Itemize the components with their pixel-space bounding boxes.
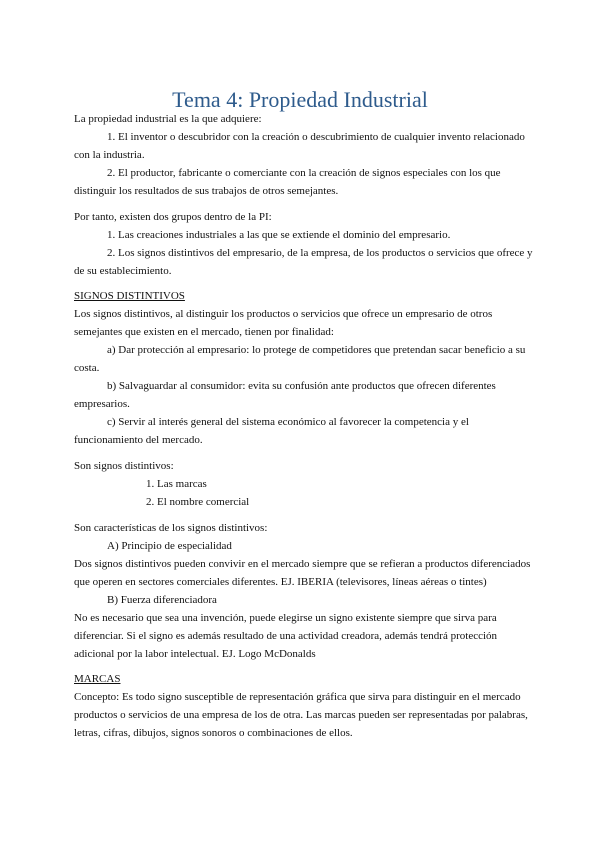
intro-item-2: 2. El productor, fabricante o comerciante con la creación de signos especiales con los que distinguir los resultados de sus trabajos de otros semejantes.	[74, 167, 501, 197]
intro-item-1: 1. El inventor o descubridor con la creación o descubrimiento de cualquier invento relacionado con la industria.	[74, 131, 525, 161]
caracteristica-b-label: B) Fuerza diferenciadora	[107, 594, 217, 606]
section-heading-signos: SIGNOS DISTINTIVOS	[74, 290, 185, 302]
groups-text: Por tanto, existen dos grupos dentro de la PI:	[74, 211, 272, 223]
intro-text: La propiedad industrial es la que adquiere:	[74, 113, 262, 125]
groups-item-2: 2. Los signos distintivos del empresario, de la empresa, de los productos o servicios que ofrece y de su establecimiento.	[74, 247, 533, 277]
caracteristica-a-label: A) Principio de especialidad	[107, 540, 232, 552]
caracteristicas-text: Son características de los signos distintivos:	[74, 522, 268, 534]
document-body	[74, 110, 534, 742]
signos-item-b: b) Salvaguardar al consumidor: evita su confusión ante productos que ofrecen diferentes empresarios.	[74, 380, 496, 410]
son-item-2: 2. El nombre comercial	[146, 496, 250, 508]
section-heading-marcas: MARCAS	[74, 673, 121, 685]
groups-item-1: 1. Las creaciones industriales a las que se extiende el dominio del empresario.	[107, 229, 451, 241]
marcas-text: Concepto: Es todo signo susceptible de representación gráfica que sirva para distinguir en el mercado productos o servicios de una empresa de los de otra. Las marcas pueden ser representadas por palabras, letras, cifras, dibujos, signos sonoros o combinaciones de ellos.	[74, 691, 528, 739]
caracteristica-b-text: No es necesario que sea una invención, puede elegirse un signo existente siempre que sirva para diferenciar. Si el signo es además resultado de una actividad creadora, además tendrá protección adicional por la labor intelectual. EJ. Logo McDonalds	[74, 612, 498, 660]
son-item-1: 1. Las marcas	[146, 478, 207, 490]
signos-text: Los signos distintivos, al distinguir los productos o servicios que ofrece un empresario de otros semejantes que existen en el mercado, tienen por finalidad:	[74, 308, 493, 338]
page-title: Tema 4: Propiedad Industrial	[172, 86, 428, 112]
signos-item-a: a) Dar protección al empresario: lo protege de competidores que pretendan sacar beneficio a su costa.	[74, 344, 526, 374]
caracteristica-a-text: Dos signos distintivos pueden convivir en el mercado siempre que se refieran a productos diferenciados que operen en sectores comerciales diferentes. EJ. IBERIA (televisores, líneas aéreas o tintes)	[74, 558, 531, 588]
son-text: Son signos distintivos:	[74, 460, 174, 472]
signos-item-c: c) Servir al interés general del sistema económico al favorecer la competencia y el funcionamiento del mercado.	[74, 416, 469, 446]
